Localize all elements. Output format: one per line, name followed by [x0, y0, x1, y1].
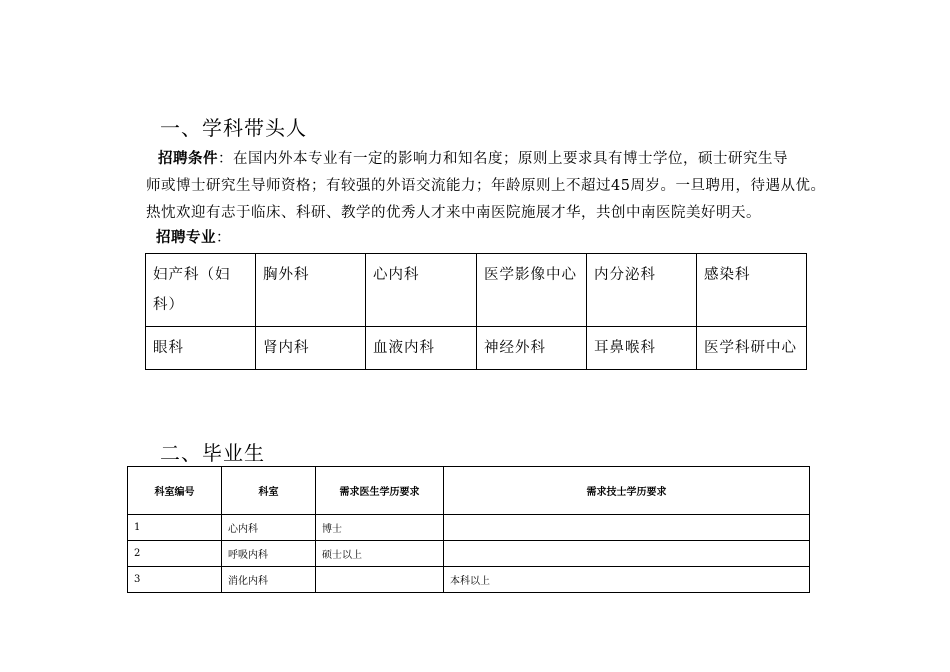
majors-label-line — [156, 226, 231, 247]
cell-department: 呼吸内科 — [222, 541, 316, 567]
column-header: 科室编号 — [128, 467, 222, 515]
section2-heading: 二、毕业生 — [160, 441, 265, 465]
graduates-table — [127, 466, 810, 593]
cell-id: 1 — [128, 515, 222, 541]
cell-doctor-req — [316, 567, 444, 593]
major-cell: 妇产科（妇科） — [146, 254, 256, 327]
column-header: 需求技士学历要求 — [444, 467, 810, 515]
cell-tech-req: 本科以上 — [444, 567, 810, 593]
majors-colon: ： — [216, 230, 231, 246]
cell-doctor-req: 博士 — [316, 515, 444, 541]
cell-id: 2 — [128, 541, 222, 567]
major-cell: 耳鼻喉科 — [587, 327, 697, 370]
table-row — [128, 515, 810, 541]
cell-tech-req — [444, 515, 810, 541]
conditions-line2: 师或博士研究生导师资格；有较强的外语交流能力；年龄原则上不超过45周岁。一旦聘用，待遇从优。 — [146, 178, 826, 194]
cell-department: 心内科 — [222, 515, 316, 541]
conditions-paragraph — [146, 145, 836, 227]
cell-department: 消化内科 — [222, 567, 316, 593]
major-cell: 肾内科 — [256, 327, 366, 370]
conditions-line1: ：在国内外本专业有一定的影响力和知名度；原则上要求具有博士学位，硕士研究生导 — [218, 151, 788, 167]
majors-row — [146, 327, 807, 370]
major-cell: 医学科研中心 — [697, 327, 807, 370]
majors-table — [145, 253, 807, 370]
major-cell: 心内科 — [366, 254, 477, 327]
table-row — [128, 541, 810, 567]
column-header: 科室 — [222, 467, 316, 515]
majors-label: 招聘专业 — [156, 229, 216, 246]
major-cell: 内分泌科 — [587, 254, 697, 327]
major-cell: 感染科 — [697, 254, 807, 327]
major-cell: 眼科 — [146, 327, 256, 370]
major-cell: 胸外科 — [256, 254, 366, 327]
section1-heading: 一、学科带头人 — [160, 116, 307, 140]
majors-row — [146, 254, 807, 327]
cell-doctor-req: 硕士以上 — [316, 541, 444, 567]
conditions-line3: 热忱欢迎有志于临床、科研、教学的优秀人才来中南医院施展才华，共创中南医院美好明天。 — [146, 205, 761, 221]
major-cell: 神经外科 — [477, 327, 587, 370]
cell-tech-req — [444, 541, 810, 567]
conditions-label: 招聘条件 — [158, 150, 218, 167]
major-cell: 血液内科 — [366, 327, 477, 370]
table-header-row — [128, 467, 810, 515]
cell-id: 3 — [128, 567, 222, 593]
major-cell: 医学影像中心 — [477, 254, 587, 327]
table-row — [128, 567, 810, 593]
column-header: 需求医生学历要求 — [316, 467, 444, 515]
